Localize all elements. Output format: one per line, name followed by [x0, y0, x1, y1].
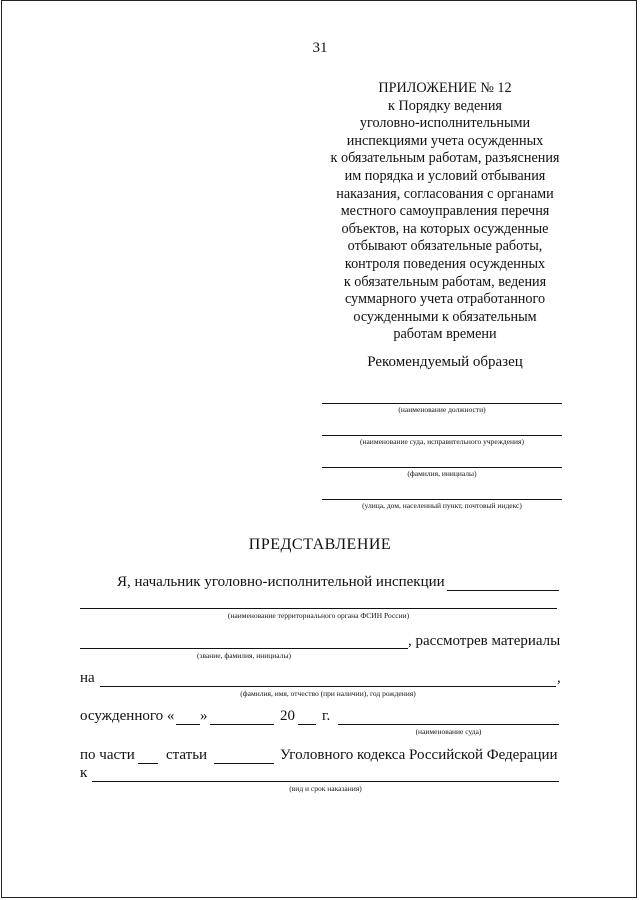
document-title: ПРЕДСТАВЛЕНИЕ: [248, 536, 392, 553]
sentence-line: [92, 781, 559, 782]
position-caption: (наименование должности): [398, 405, 486, 414]
appendix-line: уголовно-исполнительными: [359, 115, 531, 132]
part-text: по части: [80, 747, 135, 763]
code-text: Уголовного кодекса Российской Федерации: [280, 747, 558, 763]
article-text: статьи: [166, 747, 208, 763]
name-line: [322, 467, 562, 468]
appendix-line: отбывают обязательные работы,: [347, 238, 543, 255]
address-line: [322, 499, 562, 500]
position-line: [322, 403, 562, 404]
appendix-line: им порядка и условий отбывания: [344, 167, 546, 184]
address-caption: (улица, дом, населенный пункт, почтовый индекс): [362, 501, 522, 510]
on-text: на: [80, 670, 95, 686]
appendix-line: к Порядку ведения: [388, 97, 502, 114]
year-prefix: 20: [280, 708, 295, 724]
court-line: [322, 435, 562, 436]
appendix-line: работам времени: [393, 326, 497, 343]
person-caption: (фамилия, имя, отчество (при наличии), год рождения): [240, 689, 416, 698]
appendix-block: [300, 80, 590, 344]
appendix-line: местного самоуправления перечня: [340, 203, 550, 220]
appendix-heading: ПРИЛОЖЕНИЕ № 12: [378, 80, 512, 96]
inspection-line: [447, 590, 559, 591]
year-suffix: г.: [322, 708, 331, 724]
fsin-caption: (наименование территориального органа ФСИН России): [227, 611, 410, 620]
name-caption: (фамилия, инициалы): [407, 469, 477, 478]
appendix-line: объектов, на которых осужденные: [341, 220, 549, 237]
appendix-line: суммарного учета отработанного: [344, 291, 546, 308]
sample-label: Рекомендуемый образец: [367, 354, 523, 370]
convicted-text: осужденного «: [80, 708, 175, 724]
court-name-caption: (наименование суда): [415, 727, 482, 736]
court-caption: (наименование суда, исправительного учреждения): [359, 437, 525, 446]
appendix-line: осужденными к обязательным: [353, 308, 537, 325]
month-line: [210, 724, 274, 725]
person-line: [100, 686, 556, 687]
sentence-caption: (вид и срок наказания): [289, 784, 362, 793]
appendix-line: к обязательным работам, ведения: [343, 273, 547, 290]
rank-line: [80, 648, 408, 649]
to-text: к: [80, 765, 88, 781]
day-line: [176, 724, 200, 725]
article-line: [214, 763, 274, 764]
appendix-line: к обязательным работам, разъяснения: [330, 150, 560, 167]
appendix-line: инспекциями учета осужденных: [346, 132, 544, 149]
part-line: [138, 763, 158, 764]
comma-text: ,: [557, 670, 561, 686]
page-number: 31: [312, 40, 328, 56]
considered-text: , рассмотрев материалы: [408, 633, 561, 649]
quote-close: »: [200, 708, 208, 724]
appendix-line: наказания, согласования с органами: [336, 185, 554, 202]
year-line: [298, 724, 316, 725]
appendix-line: контроля поведения осужденных: [344, 255, 546, 272]
intro-text: Я, начальник уголовно-исполнительной инспекции: [117, 574, 445, 590]
court-name-line: [338, 724, 559, 725]
rank-caption: (звание, фамилия, инициалы): [197, 651, 291, 660]
fsin-line: [80, 608, 557, 609]
